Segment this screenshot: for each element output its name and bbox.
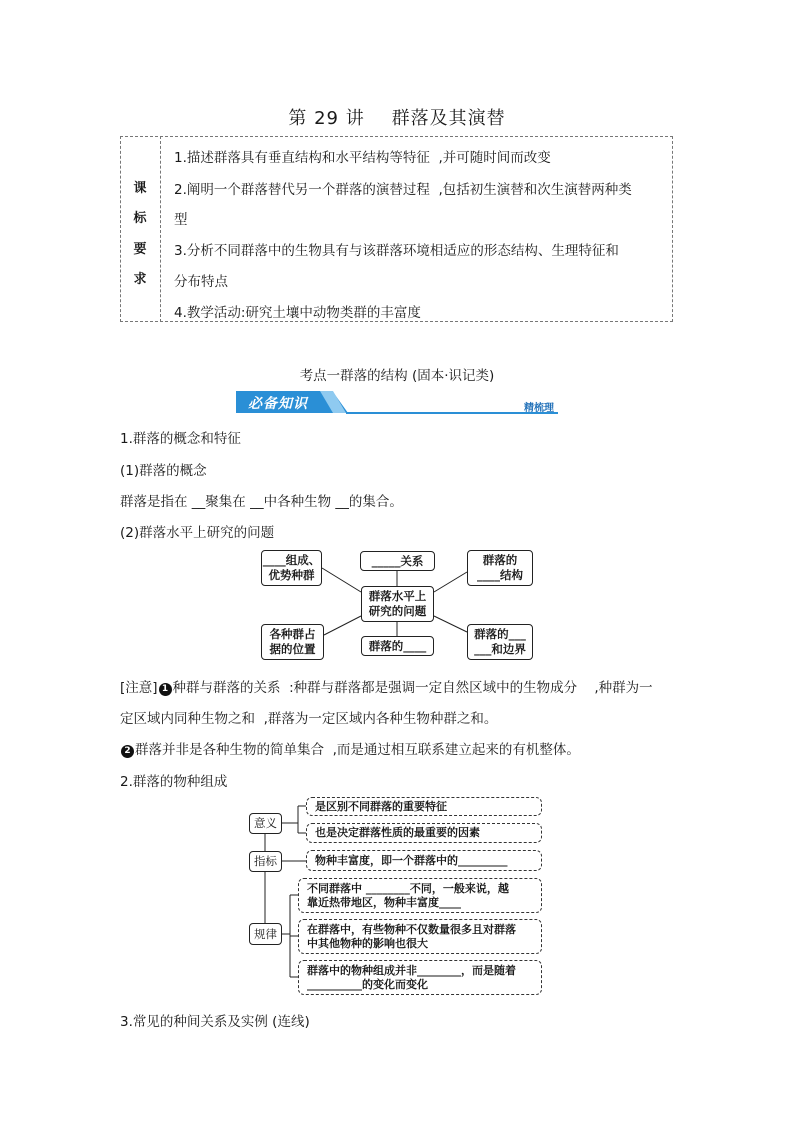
part3-heading: 3.常见的种间关系及实例 (连线) [120, 1014, 310, 1030]
diagram2-meaning-item-2: 也是决定群落性质的最重要的因素 [306, 823, 542, 843]
part2-heading: 2.群落的物种组成 [120, 774, 228, 790]
page-title: 第 29 讲 群落及其演替 [288, 108, 506, 129]
note-1-text-a: 种群与群落的关系 :种群与群落都是强调一定自然区域中的生物成分 ,种群为一 [172, 680, 653, 696]
requirement-line: 2.阐明一个群落替代另一个群落的演替过程 ,包括初生演替和次生演替两种类 [174, 182, 632, 198]
requirements-label-char: 标 [133, 211, 147, 226]
diagram1-bottom-left-box: 各种群占 据的位置 [261, 624, 324, 660]
diagram2-law-item-2: 在群落中，有些物种不仅数量很多且对群落 中其他物种的影响也很大 [298, 919, 542, 954]
part1-sub1: (1)群落的概念 [120, 463, 207, 479]
section-title: 考点一群落的结构 (固本·识记类) [299, 368, 495, 384]
diagram1-top-mid-box: _____关系 [360, 551, 435, 571]
requirement-line: 4.教学活动:研究土壤中动物类群的丰富度 [174, 305, 421, 321]
diagram1-bottom-mid-box: 群落的____ [361, 636, 434, 656]
diagram2-index-item-1: 物种丰富度，即一个群落中的_________ [306, 850, 542, 871]
requirements-label-char: 求 [133, 272, 147, 287]
banner-right-label: 精梳理 [524, 403, 554, 414]
requirement-line: 分布特点 [174, 274, 228, 290]
diagram1-center-box: 群落水平上 研究的问题 [361, 586, 434, 622]
requirements-label-char: 要 [133, 242, 147, 257]
diagram2-law-box: 规律 [249, 923, 282, 945]
note-2-text: 群落并非是各种生物的简单集合 ,而是通过相互联系建立起来的有机整体。 [135, 742, 580, 758]
diagram2-law-item-3: 群落中的物种组成并非________，而是随着 __________的变化而变化 [298, 960, 542, 995]
diagram1-bottom-right-box: 群落的___ ___和边界 [467, 624, 533, 660]
diagram2-meaning-item-1: 是区别不同群落的重要特征 [306, 797, 542, 816]
banner-label: 必备知识 [248, 396, 308, 412]
requirement-line: 1.描述群落具有垂直结构和水平结构等特征 ,并可随时间而改变 [174, 150, 551, 166]
part1-sub2: (2)群落水平上研究的问题 [120, 525, 275, 541]
diagram2-law-item-1: 不同群落中 ________不同，一般来说，越 靠近热带地区，物种丰富度____ [298, 878, 542, 913]
note-prefix: [注意] [120, 680, 158, 696]
circled-number-icon: 2 [121, 745, 134, 758]
diagram1-top-left-box: ____组成、 优势种群 [261, 550, 322, 586]
part1-definition: 群落是指在 __聚集在 __中各种生物 __的集合。 [120, 494, 403, 510]
diagram1-top-right-box: 群落的 ____结构 [467, 550, 533, 586]
note-1-line-2: 定区域内同种生物之和 ,群落为一定区域内各种生物种群之和。 [120, 711, 498, 727]
diagram2-index-box: 指标 [249, 851, 282, 872]
requirements-label-char: 课 [133, 181, 147, 196]
diagram2-meaning-box: 意义 [249, 813, 282, 834]
part1-heading: 1.群落的概念和特征 [120, 431, 241, 447]
requirement-line: 3.分析不同群落中的生物具有与该群落环境相适应的形态结构、生理特征和 [174, 243, 619, 259]
circled-number-icon: 1 [159, 683, 172, 696]
requirement-line: 型 [174, 212, 188, 228]
